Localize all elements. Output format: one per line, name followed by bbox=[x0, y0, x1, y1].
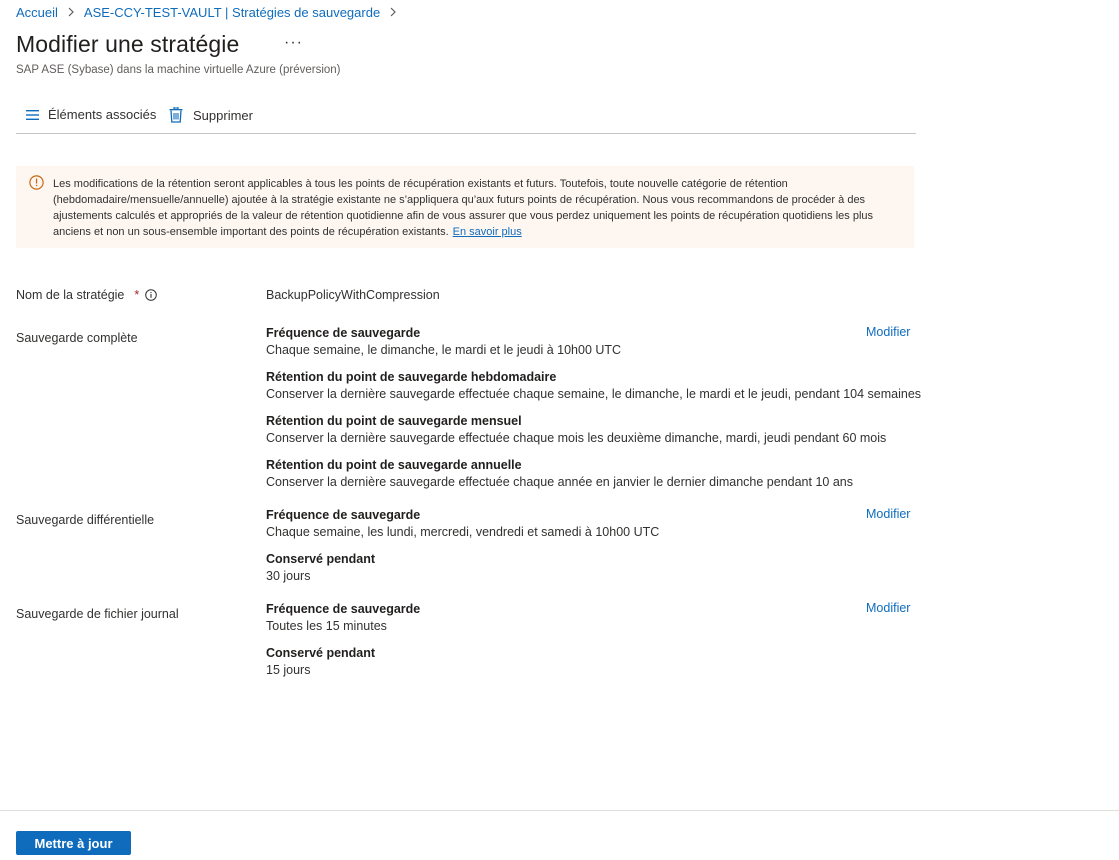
log-frequency-value: Toutes les 15 minutes bbox=[266, 619, 387, 633]
differential-backup-label: Sauvegarde différentielle bbox=[16, 513, 155, 527]
yearly-retention bbox=[266, 457, 926, 491]
page-subtitle: SAP ASE (Sybase) dans la machine virtuelle Azure (préversion) bbox=[16, 64, 341, 76]
differential-retention-value: 30 jours bbox=[266, 569, 311, 583]
warning-icon bbox=[29, 175, 44, 195]
command-bar bbox=[16, 100, 916, 134]
learn-more-link[interactable]: En savoir plus bbox=[452, 226, 522, 238]
associated-items-label: Éléments associés bbox=[48, 107, 157, 122]
breadcrumb bbox=[16, 5, 406, 20]
log-backup-label: Sauvegarde de fichier journal bbox=[16, 607, 179, 621]
differential-frequency-value: Chaque semaine, les lundi, mercredi, vendredi et samedi à 10h00 UTC bbox=[266, 525, 660, 539]
log-backup-retention bbox=[266, 645, 926, 679]
chevron-right-icon bbox=[58, 5, 84, 20]
update-button[interactable]: Mettre à jour bbox=[16, 831, 131, 855]
differential-backup-retention bbox=[266, 551, 926, 585]
page-title: Modifier une stratégie bbox=[16, 31, 240, 57]
delete-label: Supprimer bbox=[193, 107, 253, 123]
policy-name-value: BackupPolicyWithCompression bbox=[266, 288, 440, 302]
policy-name-label-row bbox=[16, 288, 157, 304]
full-backup-frequency-value: Chaque semaine, le dimanche, le mardi et le jeudi à 10h00 UTC bbox=[266, 343, 622, 357]
retention-warning-banner bbox=[16, 166, 914, 248]
monthly-retention-value: Conserver la dernière sauvegarde effectuée chaque mois les deuxième dimanche, mardi, jeudi pendant 60 mois bbox=[266, 431, 887, 445]
trash-icon bbox=[169, 107, 183, 123]
yearly-retention-value: Conserver la dernière sauvegarde effectuée chaque année en janvier le dernier dimanche pendant 10 ans bbox=[266, 475, 853, 489]
log-backup-frequency bbox=[266, 601, 926, 635]
info-icon[interactable] bbox=[145, 289, 157, 304]
chevron-right-icon bbox=[380, 5, 406, 20]
delete-button[interactable] bbox=[169, 107, 253, 123]
weekly-retention bbox=[266, 369, 926, 403]
breadcrumb-vault-policies-link[interactable]: ASE-CCY-TEST-VAULT | Stratégies de sauvegarde bbox=[83, 5, 381, 20]
log-backup-modify-link[interactable]: Modifier bbox=[866, 601, 911, 615]
more-icon[interactable]: ··· bbox=[284, 34, 303, 51]
differential-backup-frequency bbox=[266, 507, 926, 541]
weekly-retention-value: Conserver la dernière sauvegarde effectuée chaque semaine, le dimanche, le mardi et le jeudi, pendant 104 semaines bbox=[266, 387, 922, 401]
banner-text: Les modifications de la rétention seront applicables à tous les points de récupération existants et futurs. Toutefois, toute nouvelle catégorie de rétention (hebdomadaire/mensuelle/annuelle) ajoutée à la stratégie existante ne s’appliquera qu’aux futurs points de récupération. Nous vous recommandons de procéder à des ajustements calculés et appropriés de la valeur de rétention quotidienne afin de vous assurer que vous perdez uniquement les points de récupération quotidiens les plus anciens et non un sous-ensemble important des points de récupération existants. bbox=[53, 178, 874, 238]
differential-frequency-title: Fréquence de sauvegarde bbox=[266, 508, 421, 522]
full-backup-frequency-title: Fréquence de sauvegarde bbox=[266, 326, 421, 340]
breadcrumb-home-link[interactable]: Accueil bbox=[16, 5, 58, 20]
policy-name-label: Nom de la stratégie bbox=[16, 288, 125, 302]
monthly-retention-title: Rétention du point de sauvegarde mensuel bbox=[266, 414, 522, 428]
footer-divider bbox=[0, 810, 1119, 811]
log-retention-value: 15 jours bbox=[266, 663, 311, 677]
log-frequency-title: Fréquence de sauvegarde bbox=[266, 602, 421, 616]
list-icon bbox=[26, 109, 40, 121]
differential-retention-title: Conservé pendant bbox=[266, 552, 376, 566]
full-backup-modify-link[interactable]: Modifier bbox=[866, 325, 911, 339]
differential-backup-modify-link[interactable]: Modifier bbox=[866, 507, 911, 521]
monthly-retention bbox=[266, 413, 926, 447]
yearly-retention-title: Rétention du point de sauvegarde annuelle bbox=[266, 458, 522, 472]
full-backup-frequency bbox=[266, 325, 926, 359]
full-backup-label: Sauvegarde complète bbox=[16, 331, 138, 345]
associated-items-button[interactable] bbox=[26, 107, 156, 122]
weekly-retention-title: Rétention du point de sauvegarde hebdomadaire bbox=[266, 370, 557, 384]
log-retention-title: Conservé pendant bbox=[266, 646, 376, 660]
required-marker: * bbox=[134, 288, 140, 302]
